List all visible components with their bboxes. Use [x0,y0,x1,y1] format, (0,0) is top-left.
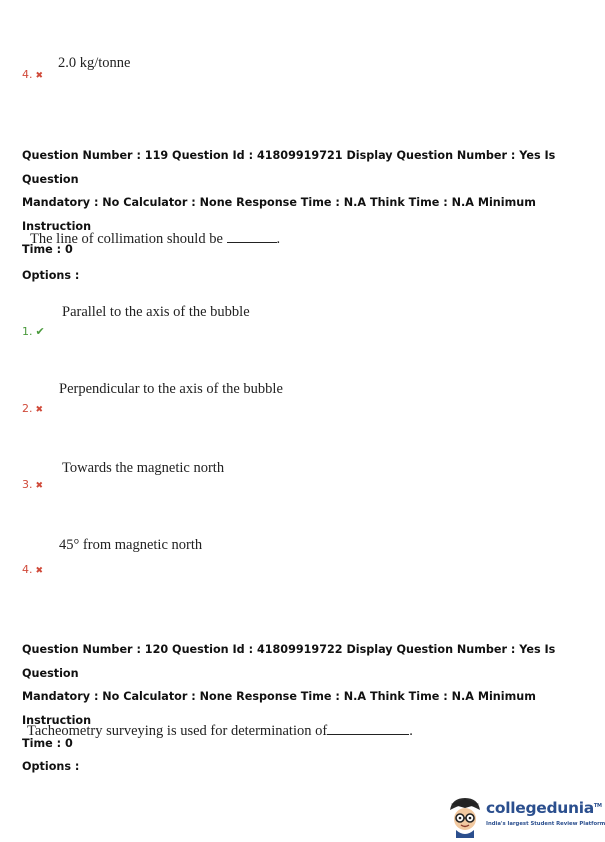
question-119-end: . [276,231,281,247]
question-119-option-1-text: Parallel to the axis of the bubble [62,304,250,320]
question-119-option-2-number: 2. [22,402,33,415]
question-119-meta-line-2: Mandatory : No Calculator : None Response Time : N.A Think Time : N.A Minimum Instruction [22,196,536,233]
question-120-meta-line-3: Time : 0 [22,737,73,750]
question-119-options-label: Options : [22,269,80,282]
collegedunia-logo [446,796,605,842]
cross-icon: ✖ [35,481,44,491]
question-119-meta-line-1: Question Number : 119 Question Id : 41809919721 Display Question Number : Yes Is Question [22,149,556,186]
question-119-option-3-number: 3. [22,478,33,491]
check-icon: ✔ [35,325,45,338]
question-119-option-3-text: Towards the magnetic north [62,460,225,476]
question-119-option-2-marker [22,402,43,415]
prev-option-4-text: 2.0 kg/tonne [58,55,131,71]
question-119-option-3-marker [22,478,43,491]
question-119-option-1-number: 1. [22,325,33,338]
logo-wordmark: collegedunia™ [486,799,602,817]
cross-icon: ✖ [35,71,44,81]
question-120-end: . [409,723,413,739]
question-120-stem: Tacheometry surveying is used for determination of [27,723,328,739]
answer-blank [227,230,277,243]
answer-blank [327,722,409,735]
prev-option-4-number: 4. [22,68,33,81]
logo-tagline: India's largest Student Review Platform [486,821,605,827]
mascot-icon [446,796,484,838]
question-119-stem: The line of collimation should be [30,231,223,247]
question-119-text [30,230,280,248]
question-120-options-label: Options : [22,760,80,773]
question-120-meta-line-2: Mandatory : No Calculator : None Response Time : N.A Think Time : N.A Minimum Instruction [22,690,536,727]
question-120-meta-line-1: Question Number : 120 Question Id : 41809919722 Display Question Number : Yes Is Question [22,643,556,680]
question-119-option-1-marker [22,325,45,338]
question-119-option-2-text: Perpendicular to the axis of the bubble [59,381,283,397]
prev-option-4-marker [22,68,43,81]
cross-icon: ✖ [35,566,44,576]
cross-icon: ✖ [35,405,44,415]
question-119-option-4-marker [22,563,43,576]
question-120-text [27,722,413,740]
question-119-option-4-number: 4. [22,563,33,576]
question-119-option-4-text: 45° from magnetic north [59,537,203,553]
question-119-meta-line-3: Time : 0 [22,243,73,256]
